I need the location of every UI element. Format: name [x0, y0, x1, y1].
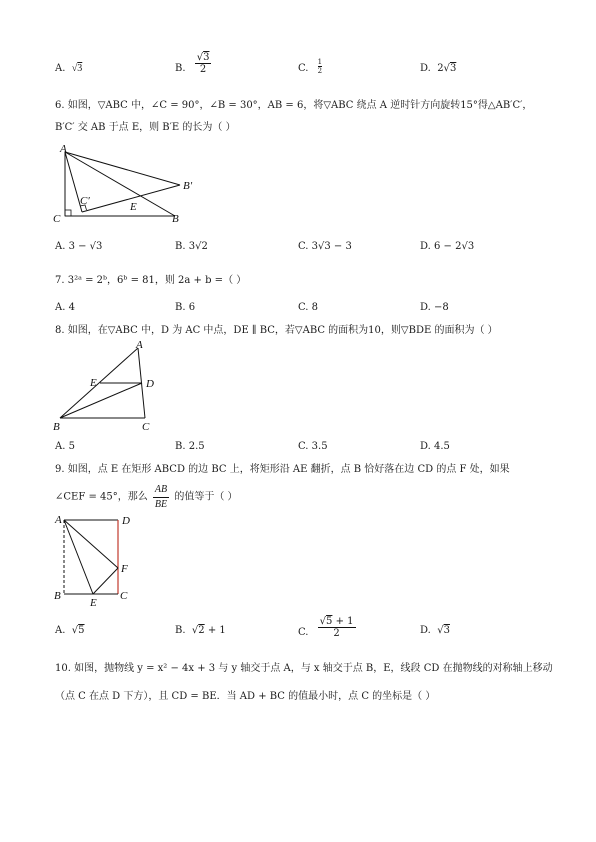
q6-option-b: B. 3√2: [175, 241, 208, 252]
q9-label-A: A: [55, 514, 62, 526]
q9-frac-den: BE: [154, 499, 168, 510]
q6-stem-line2: B′C′ 交 AB 于点 E，则 B′E 的长为（ ）: [55, 122, 236, 133]
q10-stem-line1: 10. 如图，抛物线 y = x² − 4x + 3 与 y 轴交于点 A，与 x 轴交于点 B，E，线段 CD 在抛物线的对称轴上移动: [55, 663, 553, 674]
q5-option-c: C. $\frac{1}{2}$: [298, 58, 323, 75]
q7-option-b: B. 6: [175, 302, 196, 313]
q6-option-c: C. 3√3 − 3: [298, 241, 352, 252]
q8-seg-BD: [60, 383, 142, 418]
q9-seg-EF: [93, 568, 118, 594]
q5-option-b: B. $\frac{√3}{2}$: [175, 52, 210, 75]
q8-label-C: C: [142, 421, 150, 433]
q9-frac-num: AB: [153, 483, 169, 498]
q6-label-E: E: [130, 201, 137, 213]
q5-option-a: A. √3: [55, 63, 83, 74]
q5-option-d: D. 2√3: [420, 63, 457, 74]
q9-fraction: [153, 483, 169, 512]
q9-option-c: C. $\frac{√5 + 1}{2}$: [298, 616, 354, 639]
q9-stem-line2: [55, 483, 238, 512]
q9-option-d: D. √3: [420, 625, 450, 636]
q9-label-B: B: [54, 590, 61, 602]
q8-option-b: B. 2.5: [175, 441, 205, 452]
q9-option-b: B. √2 + 1: [175, 625, 226, 636]
q8-label-A: A: [136, 339, 143, 351]
q9-label-C: C: [120, 590, 128, 602]
q9-label-F: F: [121, 563, 128, 575]
q8-option-d: D. 4.5: [420, 441, 450, 452]
q9-stem-prefix: ∠CEF = 45°，那么: [55, 491, 148, 503]
q6-label-Bp: B′: [183, 180, 193, 192]
q6-label-Cp: C′: [80, 195, 90, 207]
q9-label-E: E: [90, 597, 97, 608]
q9-option-a: A. √5: [55, 625, 85, 636]
q8-label-E: E: [90, 377, 97, 389]
q6-stem-line1: 6. 如图，▽ABC 中，∠C = 90°，∠B = 30°，AB = 6，将▽ABC 绕点 A 逆时针方向旋转15°得△AB′C′，: [55, 100, 533, 111]
q6-seg-ABp: [65, 152, 180, 185]
q8-label-B: B: [53, 421, 60, 433]
q6-label-B: B: [172, 213, 179, 225]
q6-label-A: A: [60, 143, 67, 155]
q9-seg-AE: [64, 520, 93, 594]
q9-figure: [50, 510, 135, 608]
q6-figure: [50, 142, 210, 226]
q7-stem: 7. 3²ᵃ = 2ᵇ，6ᵇ = 81，则 2a + b =（ ）: [55, 275, 247, 286]
q8-option-a: A. 5: [55, 441, 75, 452]
q8-option-c: C. 3.5: [298, 441, 328, 452]
q7-option-a: A. 4: [55, 302, 75, 313]
q6-option-d: D. 6 − 2√3: [420, 241, 475, 252]
q8-label-D: D: [146, 378, 154, 390]
q8-figure: [50, 338, 160, 434]
q9-label-D: D: [122, 515, 130, 527]
q6-right-angle-C: [65, 210, 71, 216]
q7-option-d: D. −8: [420, 302, 449, 313]
q10-stem-line2: （点 C 在点 D 下方），且 CD = BE．当 AD + BC 的值最小时，点 C 的坐标是（ ）: [55, 691, 436, 702]
q6-label-C: C: [53, 213, 61, 225]
q6-option-a: A. 3 − √3: [55, 241, 103, 252]
q9-seg-AF: [64, 520, 118, 568]
q9-stem-suffix: 的值等于（ ）: [174, 491, 238, 503]
q8-stem: 8. 如图，在▽ABC 中，D 为 AC 中点，DE ∥ BC，若▽ABC 的面积为10，则▽BDE 的面积为（ ）: [55, 325, 498, 336]
q7-option-c: C. 8: [298, 302, 319, 313]
q9-stem-line1: 9. 如图，点 E 在矩形 ABCD 的边 BC 上，将矩形沿 AE 翻折，点 B 恰好落在边 CD 的点 F 处，如果: [55, 464, 510, 475]
